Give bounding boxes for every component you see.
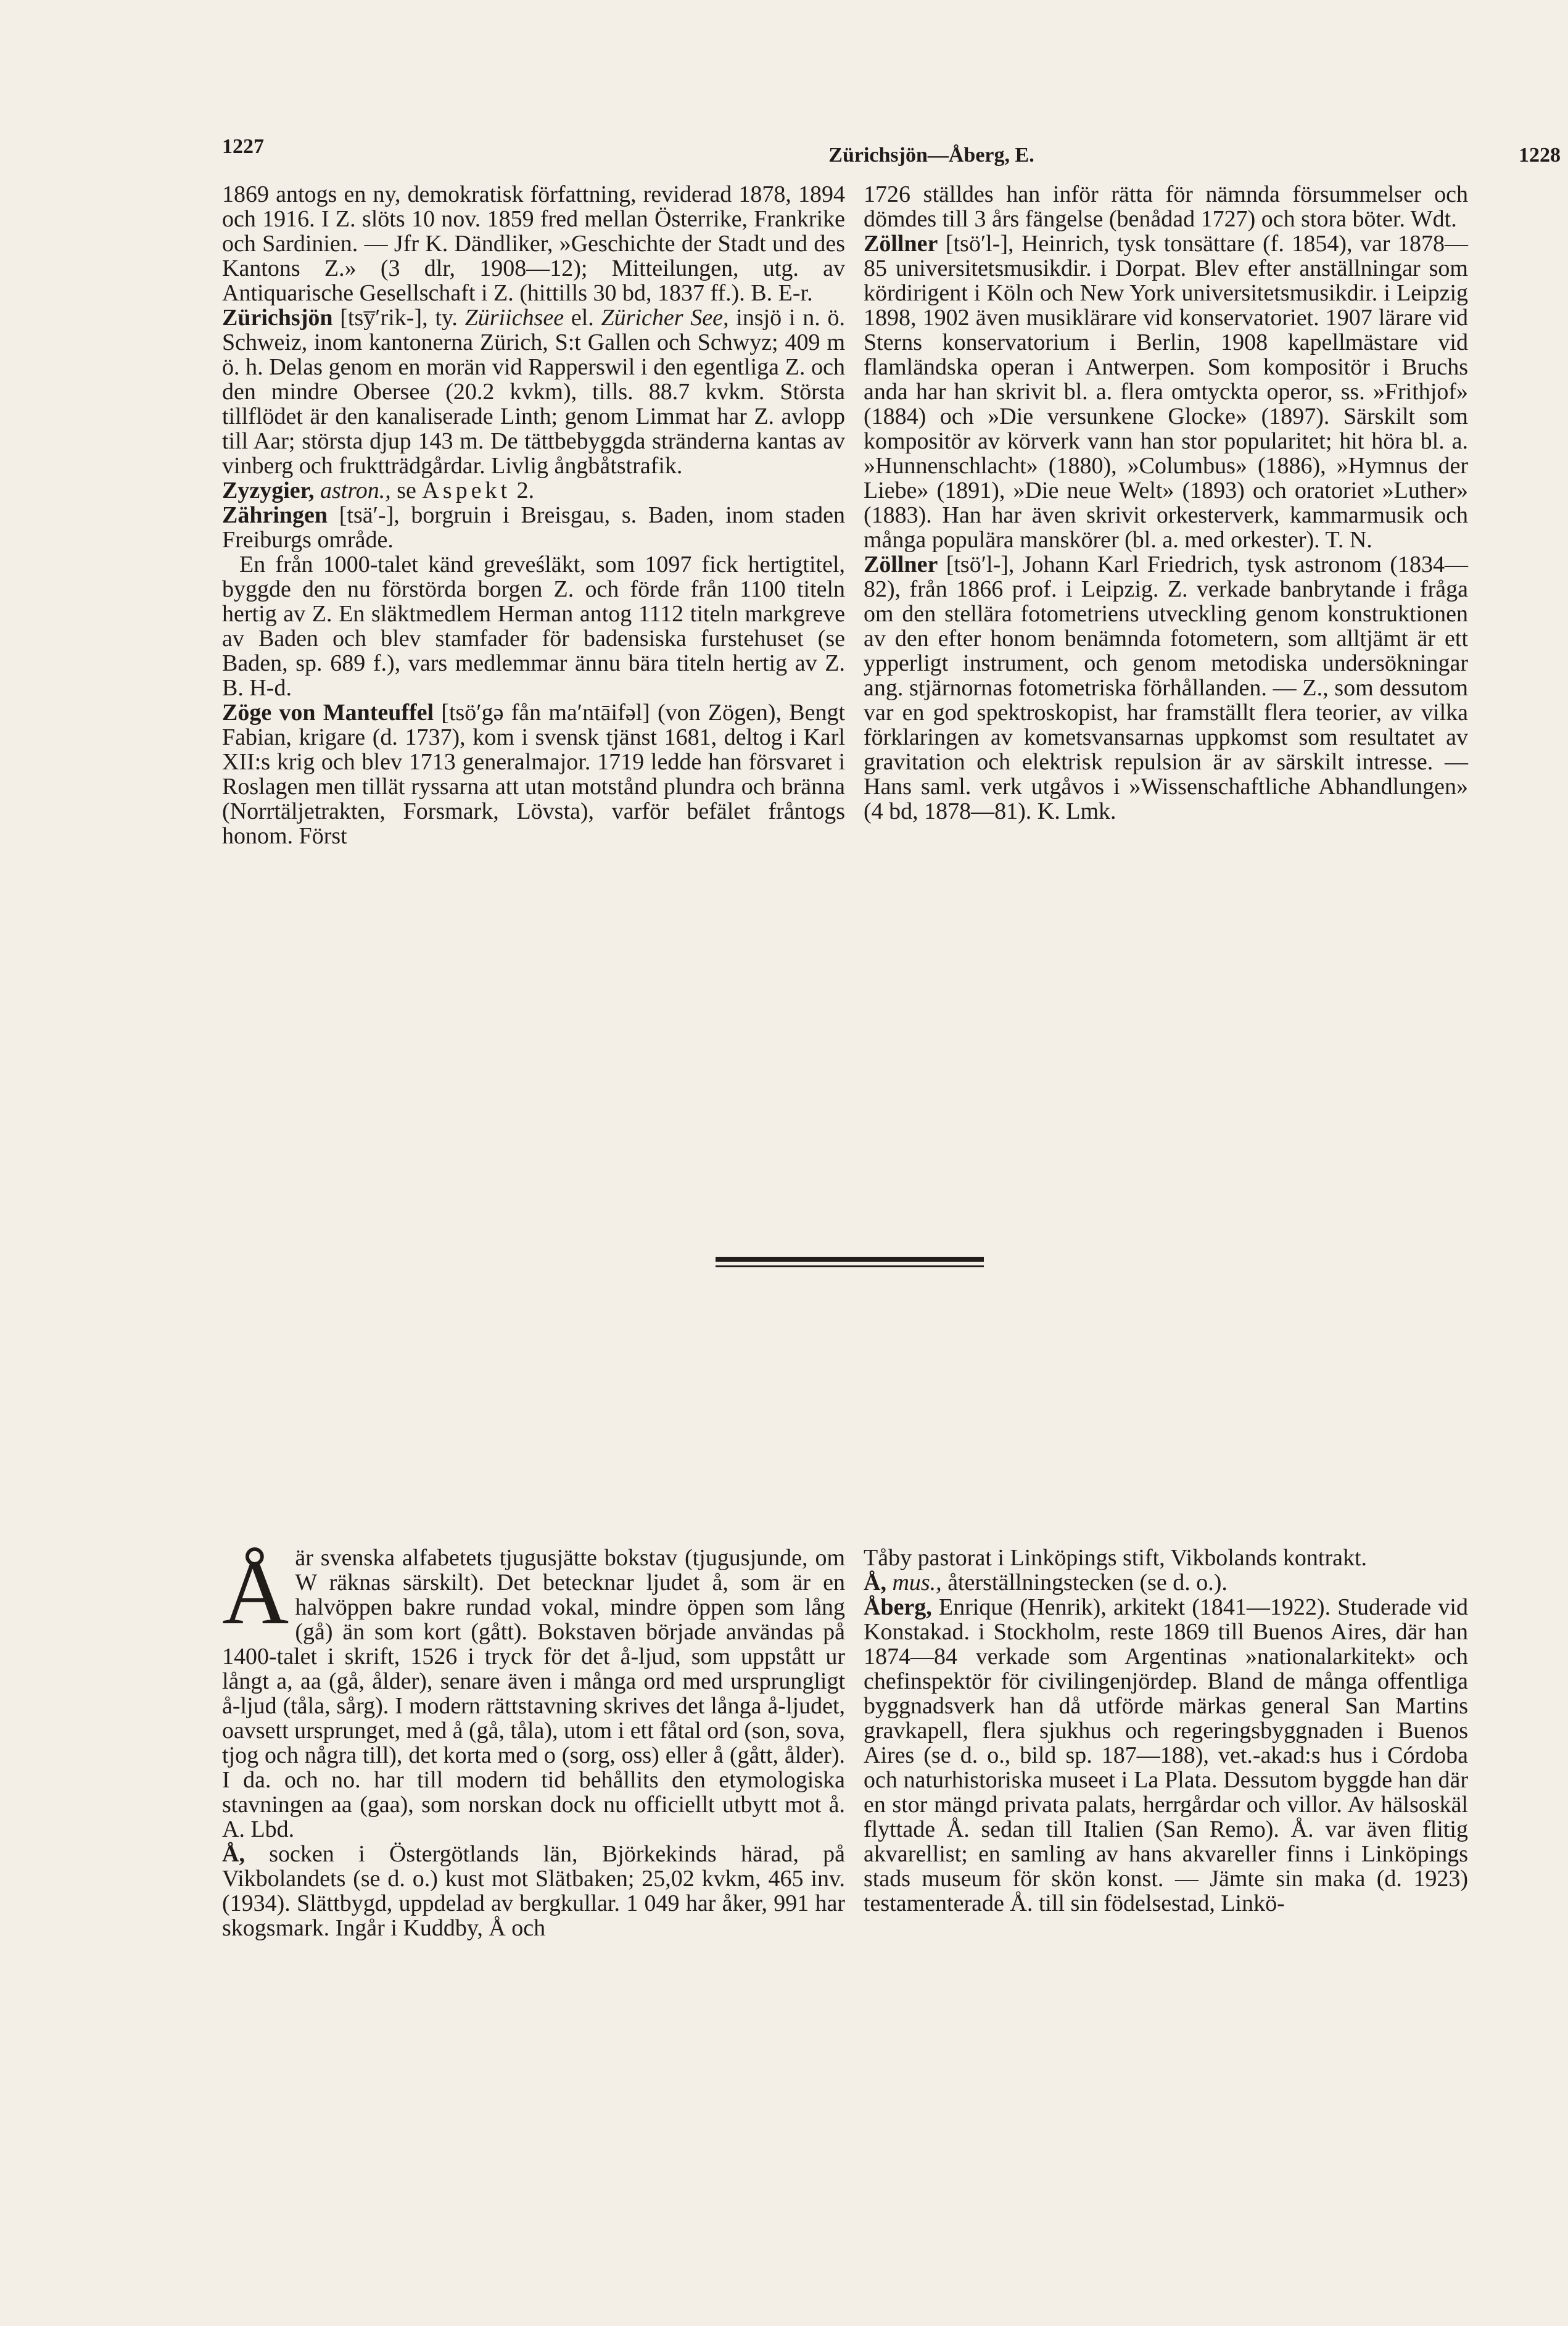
subject-label: astron., (314, 478, 391, 503)
entry-zoge-von-manteuffel (222, 700, 845, 848)
headword: Zöge von Manteuffel (222, 700, 434, 726)
entry-body: socken i Östergötlands län, Björkekinds härad, på Vikbolandets (se d. o.) kust mot Slätbaken; 25,02 kvkm, 465 inv. (1934). Slättbygd, uppdelad av bergkullar. 1 049 har åker, 991 har skogsmark. Ingår i Kuddby, Å och (222, 1841, 845, 1941)
drop-cap: Å (222, 1541, 289, 1644)
headword: Zyzygier, (222, 478, 315, 503)
headword: Zürichsjön (222, 305, 333, 331)
entry-body: [tsö′gə fån ma′ntāifəl] (von Zögen), Bengt Fabian, krigare (d. 1737), kom i svensk tjänst 1681, deltog i Karl XII:s krig och blev 1713 generalmajor. 1719 ledde han försvaret i Roslagen men tillät ryssarna att utan motstånd plundra och bränna (Norrtäljetrakten, Forsmark, Lövsta), varför befälet fråntogs honom. Först (222, 700, 846, 849)
bottom-left-column (222, 1541, 845, 1941)
top-right-column (864, 182, 1468, 824)
entry-body: Enrique (Henrik), arkitekt (1841—1922). Studerade vid Konstakad. i Stockholm, reste 1869 till Buenos Aires, där han 1874—84 verkade som Argentinas »nationalarkitekt» och chefinspektör för civilingenjördep. Bland de många offentliga byggnadsverk han då utförde märkas general San Martins gravkapell, flera sjukhus och regeringsbyggnaden i Buenos Aires (se d. o., bild sp. 187—188), vet.-akad:s hus i Córdoba och naturhistoriska museet i La Plata. Dessutom byggde han där en stor mängd privata palats, herrgårdar och villor. Av hälsoskäl flyttade Å. sedan till Italien (San Remo). Å. var även flitig akvarellist; en samling av hans akvareller finns i Linköpings stads museum för skön konst. — Jämte sin maka (d. 1923) testamenterade Å. till sin födelsestad, Linkö- (864, 1594, 1468, 1916)
page-header (222, 126, 1568, 167)
entry-zyzygier (222, 478, 845, 503)
entry-aberg-enrique (864, 1595, 1468, 1916)
connector-text: el. (564, 305, 601, 331)
german-name-alt: Züricher See, (601, 305, 729, 331)
entry-letter-a-ring (222, 1541, 845, 1842)
section-divider-thin (716, 1265, 984, 1267)
entry-body: återställningstecken (se d. o.). (941, 1570, 1228, 1596)
entry-zahringen-history: En från 1000-talet känd greveśläkt, som 1097 fick hertigtitel, byggde den nu förstörda borgen Z. och förde från 1100 titeln hertig av Z. En släktmedlem Herman antog 1112 titeln markgreve av Baden och blev stamfader för badensiska furstehuset (se Baden, sp. 689 f.), vars medlemmar ännu bära titeln hertig av Z. B. H-d. (222, 552, 845, 701)
german-name: Züriichsee (464, 305, 564, 331)
headword: Å, (222, 1841, 245, 1867)
entry-body: [tsö′l-], Heinrich, tysk tonsättare (f. 1854), var 1878—85 universitetsmusikdir. i Dorpat. Blev efter anställningar som kördirigent i Köln och New York universitetsmusikdir. i Leipzig 1898, 1902 även musiklärare vid konservatoriet. 1907 lärare vid Sterns konservatorium i Berlin, 1908 kapellmästare vid flamländska operan i Antwerpen. Som kompositör i Bruchs anda har han skrivit bl. a. flera omtyckta operor, ss. »Frithjof» (1884) och »Die versunkene Glocke» (1897). Särskilt som kompositör av körverk vann han stor popularitet; hit höra bl. a. »Hunnenschlacht» (1880), »Columbus» (1886), »Hymnus der Liebe» (1891), »Die neue Welt» (1893) och oratoriet »Luther» (1883). Han har även skrivit orkesterverk, kammarmusik och många populära manskörer (bl. a. med orkester). T. N. (864, 231, 1468, 553)
headword: Zöllner (864, 552, 938, 577)
right-page-number: 1228 (1519, 144, 1561, 167)
pronunciation: [tsy̅′rik-], ty. (332, 305, 465, 331)
entry-a-mus (864, 1570, 1468, 1595)
headword: Zähringen (222, 502, 328, 528)
entry-body: insjö i n. ö. Schweiz, inom kantonerna Zürich, S:t Gallen och Schwyz; 409 m ö. h. Delas genom en morän vid Rapperswil i den egentliga Z. och den mindre Obersee (20.2 kvkm), tills. 88.7 kvkm. Största tillflödet är den kanaliserade Linth; genom Limmat har Z. avlopp till Aar; största djup 143 m. De tättbebyggda stränderna kantas av vinberg och fruktträdgårdar. Livlig ångbåtstrafik. (222, 305, 845, 479)
entry-body: se (390, 478, 423, 503)
entry-body: är svenska alfabetets tjugusjätte bokstav (tjugusjunde, om W räknas särskilt). Det betecknar ljudet å, som är en halvöppen bakre rundad vokal, mindre öppen som lång (gå) än som kort (gått). Bokstaven började användas på 1400-talet i skrift, 1526 i tryck för det å-ljud, som uppstått ur långt a, aa (gå, ålder), senare även i många ord med ursprungligt å-ljud (tåla, sårg). I modern rättstavning skrives det långa å-ljudet, oavsett ursprunget, med å (gå, tåla), utom i ett fåtal ord (son, sova, tjog och några till), det korta med o (sorg, oss) eller å (gått, ålder). I da. och no. har till modern tid behållits den etymologiska stavningen aa (gaa), som norskan dock nu officiellt utbytt mot å. A. Lbd. (222, 1545, 845, 1842)
section-divider (716, 1257, 984, 1262)
entry-zurichsjon (222, 305, 845, 478)
headword: Åberg, (864, 1594, 932, 1620)
entry-body-end: 2. (511, 478, 535, 503)
entry-zoge-continuation: 1726 ställdes han inför rätta för nämnda försummelser och dömdes till 3 års fängelse (benådad 1727) och stora böter. Wdt. (864, 181, 1468, 232)
top-left-column (222, 182, 845, 848)
entry-zollner-johann (864, 552, 1468, 824)
entry-body: [tsä′-], borgruin i Breisgau, s. Baden, inom staden Freiburgs område. (222, 502, 845, 553)
bottom-right-column (864, 1546, 1468, 1916)
entry-a-socken (222, 1842, 845, 1940)
subject-label: mus., (886, 1570, 942, 1596)
entry-a-socken-continuation: Tåby pastorat i Linköpings stift, Vikbolands kontrakt. (864, 1545, 1368, 1571)
cross-reference: Aspekt (422, 478, 511, 503)
left-page-number: 1227 (222, 135, 264, 158)
entry-zollner-heinrich (864, 231, 1468, 552)
entry-zurich-continuation: 1869 antogs en ny, demokratisk författning, reviderad 1878, 1894 och 1916. I Z. slöts 10 nov. 1859 fred mellan Österrike, Frankrike och Sardinien. — Jfr K. Dändliker, »Geschichte der Stadt und des Kantons Z.» (3 dlr, 1908—12); Mitteilungen, utg. av Antiquarische Gesellschaft i Z. (hittills 30 bd, 1837 ff.). B. E-r. (222, 181, 845, 306)
entry-zahringen (222, 503, 845, 552)
headword: Å, (864, 1570, 886, 1596)
entry-body: [tsö′l-], Johann Karl Friedrich, tysk astronom (1834—82), från 1866 prof. i Leipzig. Z. verkade banbrytande i fråga om den stellära fotometriens utveckling genom konstruktionen av den efter honom benämnda fotometern, som alltjämt är ett ypperligt instrument, och genom metodiska undersökningar ang. stjärnornas fotometriska förhållanden. — Z., som dessutom var en god spektroskopist, har framställt flera teorier, av vilka förklaringen av kometsvansarnas uppkomst som resultatet av gravitation och elektrisk repulsion är av särskilt intresse. — Hans saml. verk utgåvos i »Wissenschaftliche Abhandlungen» (4 bd, 1878—81). K. Lmk. (864, 552, 1468, 824)
running-title: Zürichsjön—Åberg, E. (828, 144, 1034, 167)
headword: Zöllner (864, 231, 938, 257)
